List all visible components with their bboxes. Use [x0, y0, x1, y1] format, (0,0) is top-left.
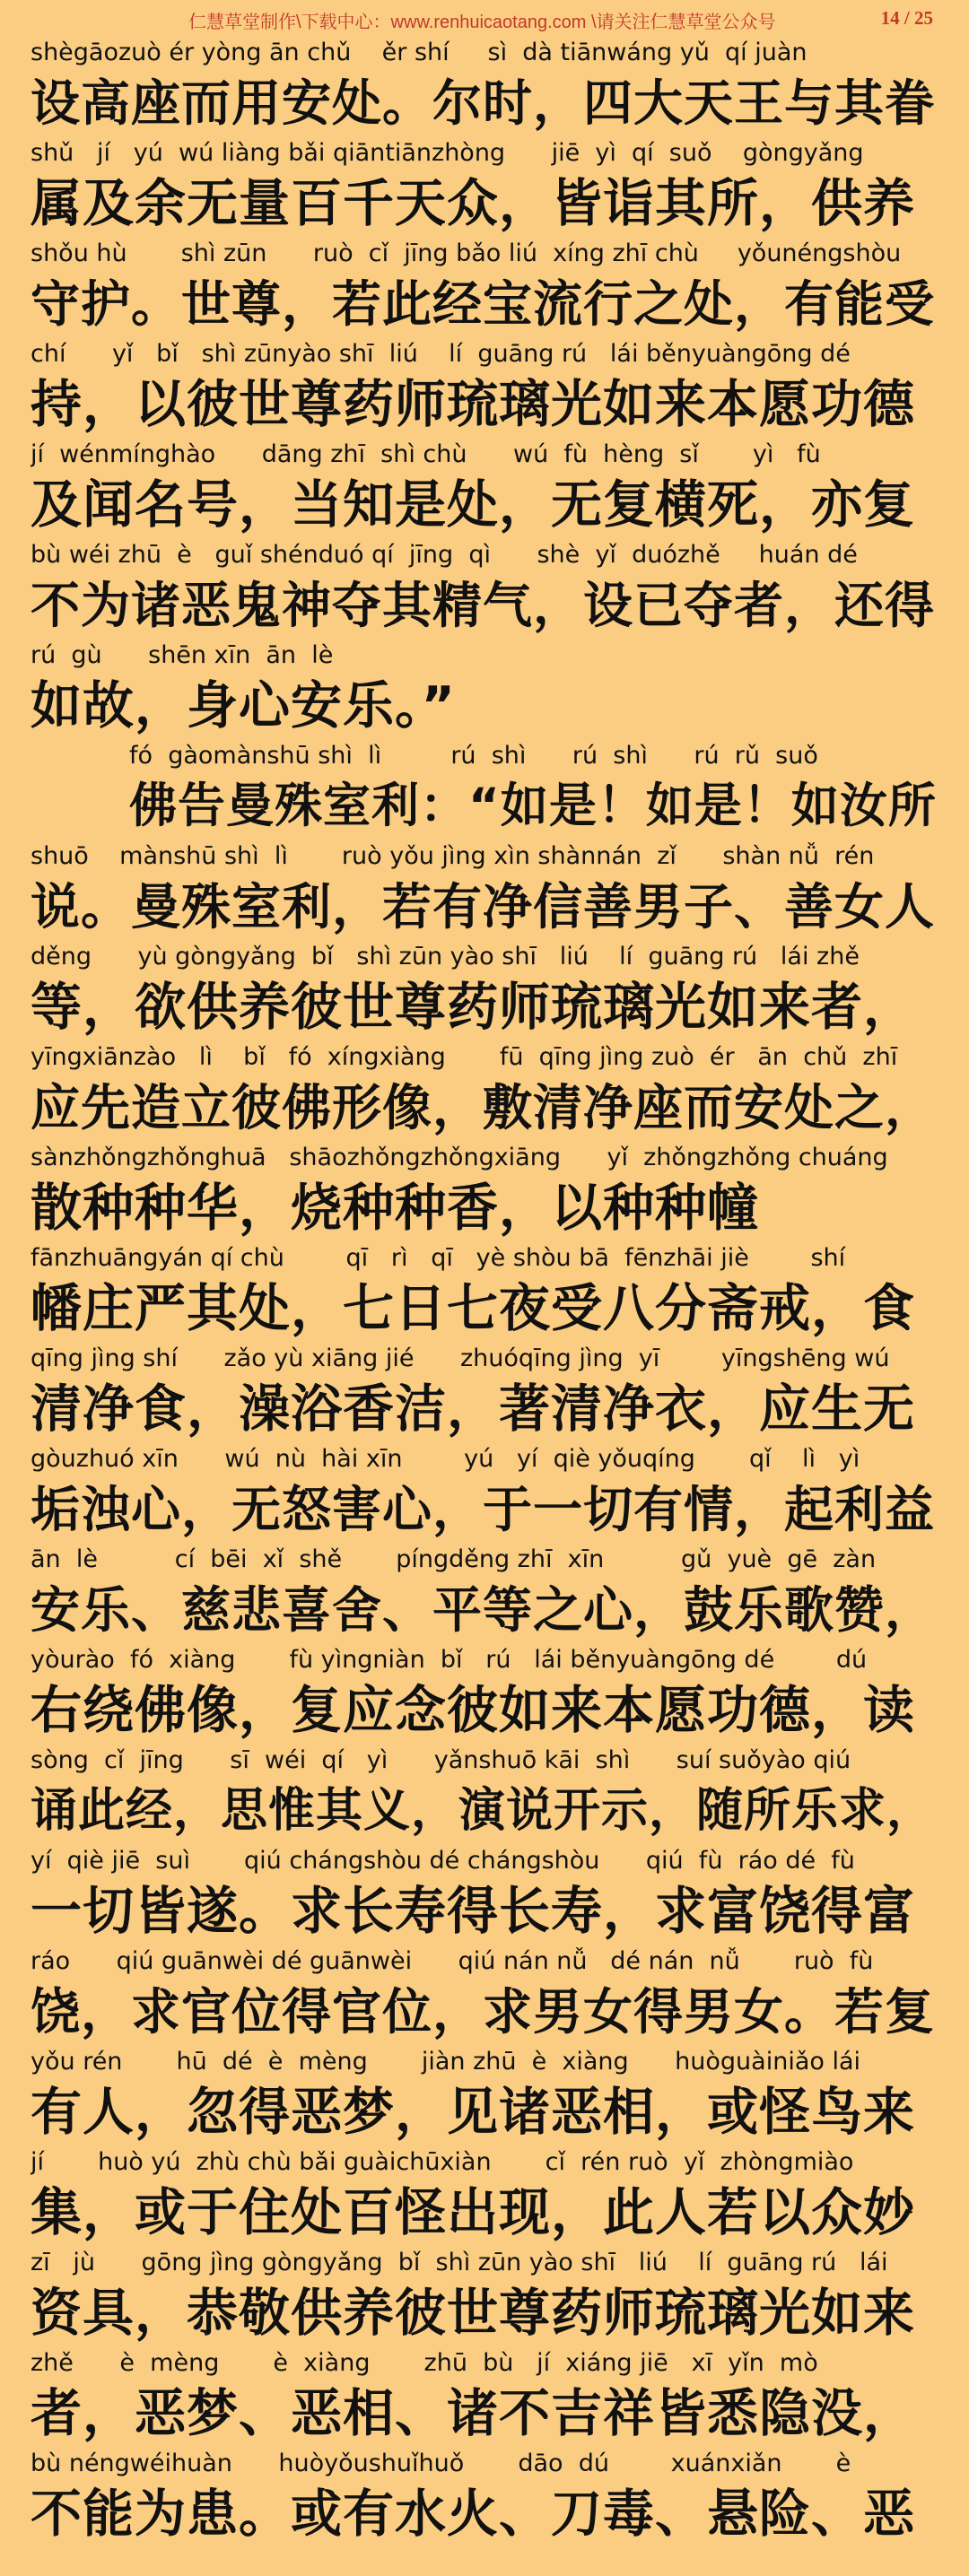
pinyin-line: fó gàomànshū shì lì rú shì rú shì rú rǔ suǒ [129, 742, 818, 770]
text-line [31, 2045, 942, 2145]
text-line [31, 2447, 942, 2547]
pinyin-line: sànzhǒngzhǒnghuā shāozhǒngzhǒngxiāng yǐ zhǒngzhǒng chuáng [31, 1144, 888, 1171]
pinyin-line: jí huò yú zhù chù bǎi guàichūxiàn cǐ rén ruò yǐ zhòngmiào [31, 2148, 854, 2176]
chinese-line: 属及余无量百千天众，皆诣其所，供养 [31, 174, 915, 233]
pinyin-line: jí wénmínghào dāng zhī shì chù wú fù hèng sǐ yì fù [31, 440, 821, 468]
pinyin-line: yí qiè jiē suì qiú chángshòu dé chángshòu qiú fù ráo dé fù [31, 1847, 855, 1875]
text-line [31, 739, 942, 840]
chinese-line: 如故，身心安乐。” [31, 676, 456, 735]
text-line [31, 2246, 942, 2346]
text-line [31, 538, 942, 639]
page-number: 14 / 25 [880, 7, 933, 29]
text-line [31, 136, 942, 237]
pinyin-line: zī jù gōng jìng gòngyǎng bǐ shì zūn yào shī liú lí guāng rú lái [31, 2249, 888, 2276]
text-line [31, 1945, 942, 2045]
pinyin-line: zhě è mèng è xiàng zhū bù jí xiáng jiē xī yǐn mò [31, 2349, 818, 2377]
chinese-line: 持，以彼世尊药师琉璃光如来本愿功德 [31, 375, 915, 434]
text-line [31, 237, 942, 337]
pinyin-line: qīng jìng shí zǎo yù xiāng jié zhuóqīng jìng yī yīngshēng wú [31, 1345, 890, 1372]
chinese-line: 者，恶梦、恶相、诸不吉祥皆悉隐没， [31, 2384, 915, 2443]
text-line [31, 438, 942, 538]
pinyin-line: ráo qiú guānwèi dé guānwèi qiú nán nǚ dé nán nǚ ruò fù [31, 1947, 874, 1975]
chinese-line: 集，或于住处百怪出现，此人若以众妙 [31, 2183, 915, 2242]
text-line [31, 1744, 942, 1844]
chinese-line: 佛告曼殊室利：“如是！如是！如汝所 [129, 779, 937, 833]
pinyin-line: ān lè cí bēi xǐ shě píngděng zhī xīn gǔ yuè gē zàn [31, 1545, 877, 1573]
pinyin-line: yòurào fó xiàng fù yìngniàn bǐ rú lái běnyuàngōng dé dú [31, 1646, 868, 1674]
pinyin-line: gòuzhuó xīn wú nù hài xīn yú yí qiè yǒuqíng qǐ lì yì [31, 1445, 860, 1473]
pinyin-line: rú gù shēn xīn ān lè [31, 641, 334, 669]
chinese-line: 散种种华，烧种种香，以种种幢 [31, 1179, 759, 1238]
text-line [31, 1543, 942, 1643]
text-line [31, 1643, 942, 1744]
pinyin-line: shuō mànshū shì lì ruò yǒu jìng xìn shànnán zǐ shàn nǚ rén [31, 842, 875, 870]
chinese-line: 清净食，澡浴香洁，著清净衣，应生无 [31, 1379, 915, 1439]
chinese-line: 幡庄严其处，七日七夜受八分斋戒，食 [31, 1279, 915, 1338]
chinese-line: 饶，求官位得官位，求男女得男女。若复 [31, 1983, 936, 2041]
sutra-text [31, 36, 942, 2547]
chinese-line: 守护。世尊，若此经宝流行之处，有能受 [31, 275, 936, 333]
chinese-line: 设高座而用安处。尔时，四大天王与其眷 [31, 74, 936, 132]
pinyin-line: yǒu rén hū dé è mèng jiàn zhū è xiàng huòguàiniǎo lái [31, 2048, 861, 2076]
text-line [31, 1442, 942, 1543]
pinyin-line: yīngxiānzào lì bǐ fó xíngxiàng fū qīng jìng zuò ér ān chǔ zhī [31, 1043, 898, 1071]
chinese-line: 有人，忽得恶梦，见诸恶相，或怪鸟来 [31, 2083, 915, 2142]
pinyin-line: fānzhuāngyán qí chù qī rì qī yè shòu bā fēnzhāi jiè shí [31, 1244, 846, 1272]
pinyin-line: děng yù gòngyǎng bǐ shì zūn yào shī liú lí guāng rú lái zhě [31, 943, 860, 970]
text-line [31, 1241, 942, 1342]
header-title: 仁慧草堂制作\下载中心：www.renhuicaotang.com \请关注仁慧草堂公众号 [188, 13, 776, 32]
chinese-line: 说。曼殊室利，若有净信善男子、善女人 [31, 878, 936, 936]
text-line [31, 840, 942, 940]
pinyin-line: chí yǐ bǐ shì zūnyào shī liú lí guāng rú lái běnyuàngōng dé [31, 340, 851, 368]
text-line [31, 1040, 942, 1141]
chinese-line: 一切皆遂。求长寿得长寿，求富饶得富 [31, 1882, 915, 1941]
text-line [31, 36, 942, 136]
chinese-line: 安乐、慈悲喜舍、平等之心，鼓乐歌赞， [31, 1581, 936, 1639]
text-line [31, 2145, 942, 2246]
pinyin-line: shǒu hù shì zūn ruò cǐ jīng bǎo liú xíng zhī chù yǒunéngshòu [31, 239, 902, 267]
chinese-line: 垢浊心，无怒害心，于一切有情，起利益 [31, 1481, 936, 1538]
text-line [31, 337, 942, 438]
pinyin-line: sòng cǐ jīng sī wéi qí yì yǎnshuō kāi shì suí suǒyào qiú [31, 1746, 851, 1774]
pinyin-line: shǔ jí yú wú liàng bǎi qiāntiānzhòng jiē yì qí suǒ gòngyǎng [31, 139, 864, 167]
chinese-line: 及闻名号，当知是处，无复横死，亦复 [31, 475, 915, 535]
text-line [31, 2346, 942, 2447]
page-header [0, 4, 969, 39]
pinyin-line: bù néngwéihuàn huòyǒushuǐhuǒ dāo dú xuánxiǎn è [31, 2450, 851, 2477]
chinese-line: 不能为患。或有水火、刀毒、悬险、恶 [31, 2485, 915, 2544]
chinese-line: 应先造立彼佛形像，敷清净座而安处之， [31, 1079, 936, 1136]
pinyin-line: shègāozuò ér yòng ān chǔ ěr shí sì dà tiānwáng yǔ qí juàn [31, 39, 808, 66]
chinese-line: 诵此经，思惟其义，演说开示，随所乐求， [31, 1784, 935, 1838]
chinese-line: 右绕佛像，复应念彼如来本愿功德，读 [31, 1681, 915, 1740]
pinyin-line: bù wéi zhū è guǐ shénduó qí jīng qì shè yǐ duózhě huán dé [31, 541, 858, 569]
chinese-line: 不为诸恶鬼神夺其精气，设已夺者，还得 [31, 577, 936, 634]
text-line [31, 1141, 942, 1241]
text-line [31, 639, 942, 739]
chinese-line: 资具，恭敬供养彼世尊药师琉璃光如来 [31, 2284, 915, 2343]
text-line [31, 1844, 942, 1945]
text-line [31, 1342, 942, 1442]
text-line [31, 940, 942, 1040]
chinese-line: 等，欲供养彼世尊药师琉璃光如来者， [31, 978, 915, 1037]
